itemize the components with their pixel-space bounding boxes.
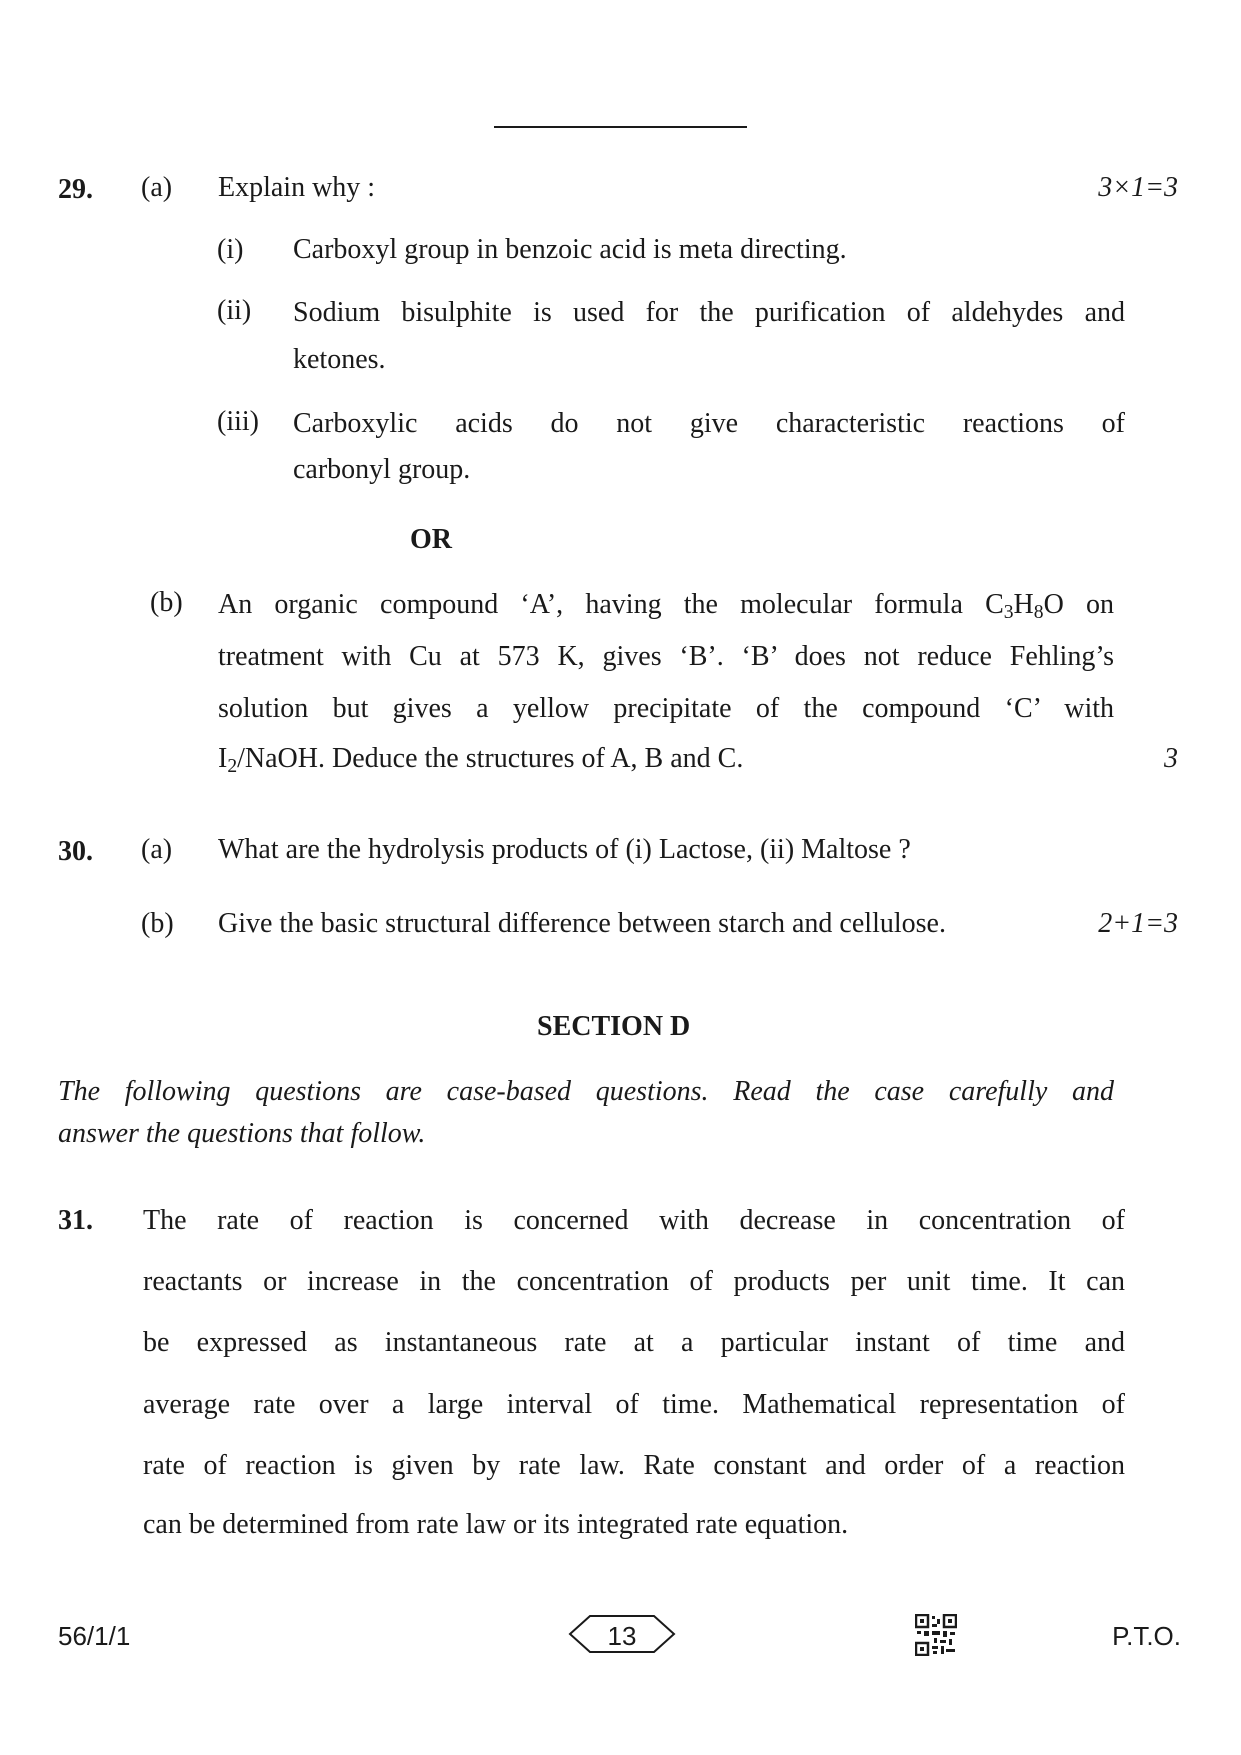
page-number-arrow-icon [568,1614,676,1654]
q29-a-marks: 3×1=3 [1098,172,1178,203]
q31-line6: can be determined from rate law or its integrated rate equation. [143,1509,849,1540]
q31-line4: average rate over a large interval of time. Mathematical representation of [143,1389,1125,1420]
q29-b-line4: $I_2$/NaOH. Deduce the structures of A, B and C. [218,743,744,777]
question-31-number: 31. [58,1205,93,1236]
q29-b-line2: treatment with Cu at 573 K, gives ‘B’. ‘B’ does not reduce Fehling’s [218,641,1114,672]
q31-line3: be expressed as instantaneous rate at a particular instant of time and [143,1327,1125,1358]
footer-pto: P.T.O. [1112,1621,1181,1651]
q29-item-i-text: Carboxyl group in benzoic acid is meta directing. [293,234,847,265]
q29-item-iii-line2: carbonyl group. [293,454,471,485]
q30-marks: 2+1=3 [1098,908,1178,939]
q29-item-iii-line1: Carboxylic acids do not give characteristic reactions of [293,408,1125,439]
section-d-intro-line2: answer the questions that follow. [58,1118,426,1149]
q29-b-line3: solution but gives a yellow precipitate of the compound ‘C’ with [218,693,1114,724]
q31-line1: The rate of reaction is concerned with decrease in concentration of [143,1205,1125,1236]
q30-b-text: Give the basic structural difference between starch and cellulose. [218,908,946,939]
q29-item-iii-label: (iii) [217,406,259,437]
q30-a-text: What are the hydrolysis products of (i) Lactose, (ii) Maltose ? [218,834,911,865]
q31-line2: reactants or increase in the concentration of products per unit time. It can [143,1266,1125,1297]
q29-b-marks: 3 [1164,743,1178,774]
q29-a-text: Explain why : [218,172,376,203]
footer-page-number: 13 [607,1621,637,1651]
q29-a-label: (a) [141,172,173,203]
q29-or: OR [410,524,452,555]
q29-b-label: (b) [150,587,183,618]
q29-item-ii-label: (ii) [217,295,252,326]
q31-line5: rate of reaction is given by rate law. Rate constant and order of a reaction [143,1450,1125,1481]
q29-item-ii-line1: Sodium bisulphite is used for the purification of aldehydes and [293,297,1125,328]
section-d-title: SECTION D [537,1011,691,1042]
question-30-number: 30. [58,836,93,867]
q29-item-ii-line2: ketones. [293,344,386,375]
question-29-number: 29. [58,174,93,205]
q30-b-label: (b) [141,908,174,939]
q29-b-line1: An organic compound ‘A’, having the molecular formula $C_3H_8O$ on [218,589,1114,623]
q30-a-label: (a) [141,834,173,865]
q29-item-i-label: (i) [217,234,244,265]
section-d-intro-line1: The following questions are case-based questions. Read the case carefully and [58,1076,1114,1107]
qr-code-icon [915,1614,957,1656]
top-rule [494,126,747,128]
footer-paper-code: 56/1/1 [58,1621,131,1651]
